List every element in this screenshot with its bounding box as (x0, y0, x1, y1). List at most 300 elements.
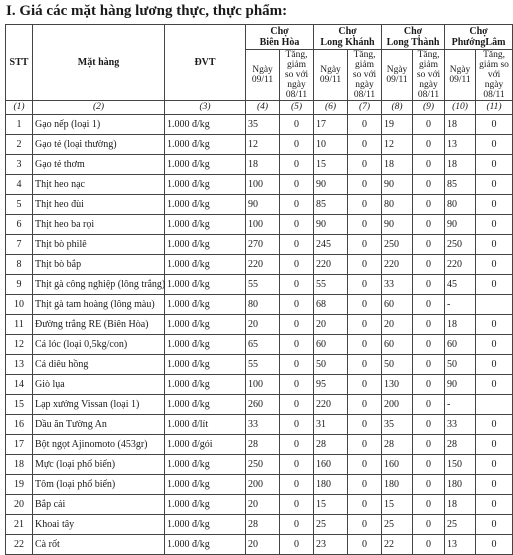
row-change-cell: 0 (280, 415, 314, 435)
row-price-cell: 270 (246, 235, 280, 255)
row-price-cell: 28 (382, 435, 413, 455)
row-price-cell: 20 (246, 535, 280, 555)
row-change-cell: 0 (413, 175, 445, 195)
row-change-cell: 0 (413, 155, 445, 175)
row-change-cell: 0 (413, 295, 445, 315)
row-price-cell: 50 (445, 355, 476, 375)
row-price-cell: 18 (445, 115, 476, 135)
table-row (6, 355, 513, 375)
row-unit: 1.000 đ/kg (165, 335, 246, 355)
table-row (6, 455, 513, 475)
row-change-cell: 0 (413, 415, 445, 435)
row-price-cell: 18 (382, 155, 413, 175)
row-price-cell: 60 (445, 335, 476, 355)
row-price-cell: 33 (382, 275, 413, 295)
column-index: (6) (314, 101, 348, 115)
column-index: (10) (445, 101, 476, 115)
header-item: Mặt hàng (33, 25, 165, 101)
price-table (5, 24, 513, 555)
row-change-cell: 0 (476, 195, 513, 215)
table-row (6, 375, 513, 395)
row-change-cell: 0 (413, 315, 445, 335)
row-price-cell: 95 (314, 375, 348, 395)
row-price-cell: 60 (314, 335, 348, 355)
row-price-cell: 25 (314, 515, 348, 535)
row-price-cell: 100 (246, 215, 280, 235)
row-price-cell: 220 (246, 255, 280, 275)
row-stt: 8 (6, 255, 33, 275)
row-change-cell: 0 (476, 155, 513, 175)
row-price-cell: 100 (246, 375, 280, 395)
row-unit: 1.000 đ/kg (165, 515, 246, 535)
table-row (6, 415, 513, 435)
row-change-cell: 0 (280, 395, 314, 415)
row-stt: 6 (6, 215, 33, 235)
row-change-cell: 0 (413, 375, 445, 395)
row-change-cell: 0 (280, 235, 314, 255)
row-change-cell: 0 (413, 535, 445, 555)
row-change-cell: 0 (413, 495, 445, 515)
row-change-cell: 0 (348, 415, 382, 435)
row-change-cell: 0 (413, 395, 445, 415)
row-price-cell: 50 (314, 355, 348, 375)
row-price-cell: 60 (382, 335, 413, 355)
row-price-cell: 28 (445, 435, 476, 455)
row-unit: 1.000 đ/kg (165, 315, 246, 335)
row-change-cell: 0 (413, 275, 445, 295)
row-change-cell: 0 (348, 175, 382, 195)
row-price-cell: 18 (445, 315, 476, 335)
table-body (6, 115, 513, 555)
row-unit: 1.000 đ/kg (165, 235, 246, 255)
row-change-cell: 0 (280, 175, 314, 195)
row-change-cell: 0 (476, 275, 513, 295)
row-change-cell: 0 (348, 395, 382, 415)
row-change-cell: 0 (413, 335, 445, 355)
header-market-bien-hoa (246, 25, 314, 50)
row-change-cell: 0 (476, 475, 513, 495)
row-item-name: Thịt bò philê (33, 235, 165, 255)
row-change-cell: 0 (280, 295, 314, 315)
row-unit: 1.000 đ/kg (165, 115, 246, 135)
table-row (6, 135, 513, 155)
subheader-change: Tăng, giảm so với ngày 08/11 (476, 50, 513, 101)
row-stt: 2 (6, 135, 33, 155)
row-price-cell: 80 (246, 295, 280, 315)
row-stt: 10 (6, 295, 33, 315)
row-item-name: Thịt heo ba rọi (33, 215, 165, 235)
row-price-cell: 200 (246, 475, 280, 495)
subheader-price: Ngày 09/11 (246, 50, 280, 101)
row-item-name: Mực (loại phổ biến) (33, 455, 165, 475)
row-price-cell: 13 (445, 135, 476, 155)
row-price-cell: 25 (445, 515, 476, 535)
column-index: (9) (413, 101, 445, 115)
row-price-cell: 18 (246, 155, 280, 175)
row-price-cell: 33 (246, 415, 280, 435)
row-change-cell: 0 (280, 195, 314, 215)
row-price-cell: 90 (246, 195, 280, 215)
row-change-cell: 0 (280, 475, 314, 495)
row-price-cell: 90 (314, 215, 348, 235)
table-row (6, 155, 513, 175)
header-unit: ĐVT (165, 25, 246, 101)
table-row (6, 195, 513, 215)
row-price-cell: 10 (314, 135, 348, 155)
row-price-cell: 220 (314, 255, 348, 275)
row-change-cell: 0 (280, 275, 314, 295)
row-change-cell: 0 (280, 495, 314, 515)
row-change-cell: 0 (348, 335, 382, 355)
row-change-cell: 0 (280, 155, 314, 175)
row-item-name: Cá lóc (loại 0,5kg/con) (33, 335, 165, 355)
row-change-cell: 0 (348, 535, 382, 555)
row-stt: 16 (6, 415, 33, 435)
row-change-cell: 0 (348, 195, 382, 215)
row-change-cell: 0 (348, 355, 382, 375)
row-change-cell: 0 (348, 295, 382, 315)
column-index: (3) (165, 101, 246, 115)
row-change-cell: 0 (413, 515, 445, 535)
row-price-cell: 80 (382, 195, 413, 215)
row-change-cell: 0 (348, 515, 382, 535)
row-change-cell: 0 (280, 115, 314, 135)
row-change-cell: 0 (348, 475, 382, 495)
row-change-cell (476, 395, 513, 415)
row-item-name: Thịt heo đùi (33, 195, 165, 215)
section-heading: I. Giá các mặt hàng lương thực, thực phẩm: (6, 3, 288, 19)
row-change-cell: 0 (476, 215, 513, 235)
row-change-cell: 0 (348, 155, 382, 175)
row-change-cell: 0 (476, 235, 513, 255)
row-change-cell: 0 (476, 115, 513, 135)
row-change-cell: 0 (413, 235, 445, 255)
column-index: (1) (6, 101, 33, 115)
row-change-cell: 0 (280, 435, 314, 455)
row-stt: 11 (6, 315, 33, 335)
row-item-name: Gạo tẻ (loại thường) (33, 135, 165, 155)
table-row (6, 215, 513, 235)
row-change-cell: 0 (348, 435, 382, 455)
row-change-cell: 0 (348, 495, 382, 515)
row-price-cell: 50 (382, 355, 413, 375)
row-change-cell: 0 (413, 355, 445, 375)
row-price-cell: 245 (314, 235, 348, 255)
row-stt: 21 (6, 515, 33, 535)
row-change-cell: 0 (413, 135, 445, 155)
row-change-cell: 0 (476, 135, 513, 155)
row-change-cell: 0 (476, 355, 513, 375)
row-price-cell: 65 (246, 335, 280, 355)
row-price-cell: 35 (246, 115, 280, 135)
row-unit: 1.000 đ/kg (165, 295, 246, 315)
row-change-cell: 0 (413, 115, 445, 135)
table-row (6, 315, 513, 335)
table-row (6, 175, 513, 195)
row-item-name: Gạo nếp (loại 1) (33, 115, 165, 135)
row-price-cell: 180 (382, 475, 413, 495)
subheader-price: Ngày 09/11 (382, 50, 413, 101)
market-label-line2: Long Thành (386, 37, 440, 48)
row-price-cell: 55 (246, 355, 280, 375)
row-price-cell: 160 (382, 455, 413, 475)
row-stt: 15 (6, 395, 33, 415)
row-change-cell: 0 (413, 255, 445, 275)
row-item-name: Bột ngọt Ajinomoto (453gr) (33, 435, 165, 455)
row-change-cell: 0 (476, 415, 513, 435)
row-price-cell: 13 (445, 535, 476, 555)
row-price-cell: 12 (246, 135, 280, 155)
row-unit: 1.000 đ/kg (165, 395, 246, 415)
row-item-name: Dầu ăn Tường An (33, 415, 165, 435)
row-price-cell: 68 (314, 295, 348, 315)
header-market-phuong-lam (445, 25, 513, 50)
row-change-cell: 0 (476, 255, 513, 275)
row-change-cell: 0 (348, 275, 382, 295)
row-item-name: Lạp xưởng Vissan (loại 1) (33, 395, 165, 415)
row-unit: 1.000 đ/kg (165, 135, 246, 155)
row-change-cell: 0 (413, 195, 445, 215)
row-price-cell: 90 (382, 175, 413, 195)
row-stt: 7 (6, 235, 33, 255)
row-price-cell: 80 (445, 195, 476, 215)
table-row (6, 115, 513, 135)
row-price-cell: 180 (314, 475, 348, 495)
column-index: (7) (348, 101, 382, 115)
row-price-cell: 220 (382, 255, 413, 275)
row-price-cell: 31 (314, 415, 348, 435)
row-price-cell: 90 (445, 375, 476, 395)
market-label-line2: Long Khánh (320, 37, 375, 48)
row-price-cell: 250 (246, 455, 280, 475)
market-label-line2: PhướngLâm (451, 37, 506, 48)
row-unit: 1.000 đ/kg (165, 495, 246, 515)
row-change-cell: 0 (413, 435, 445, 455)
row-stt: 4 (6, 175, 33, 195)
subheader-change: Tăng, giảm so với ngày 08/11 (413, 50, 445, 101)
row-change-cell: 0 (280, 135, 314, 155)
row-item-name: Bắp cải (33, 495, 165, 515)
row-change-cell: 0 (280, 355, 314, 375)
row-unit: 1.000 đ/kg (165, 275, 246, 295)
column-index: (5) (280, 101, 314, 115)
row-unit: 1.000 đ/kg (165, 475, 246, 495)
row-unit: 1.000 đ/kg (165, 355, 246, 375)
row-change-cell: 0 (476, 315, 513, 335)
row-item-name: Thịt bò bắp (33, 255, 165, 275)
row-unit: 1.000 đ/kg (165, 255, 246, 275)
table-row (6, 255, 513, 275)
market-label-line1: Chợ (270, 26, 289, 37)
row-change-cell (476, 295, 513, 315)
row-price-cell: 150 (445, 455, 476, 475)
subheader-change: Tăng, giảm so với ngày 08/11 (348, 50, 382, 101)
row-price-cell: 85 (314, 195, 348, 215)
row-item-name: Thịt gà tam hoàng (lông màu) (33, 295, 165, 315)
row-price-cell: 22 (382, 535, 413, 555)
row-stt: 17 (6, 435, 33, 455)
row-stt: 13 (6, 355, 33, 375)
subheader-price: Ngày 09/11 (445, 50, 476, 101)
row-item-name: Cà rốt (33, 535, 165, 555)
row-change-cell: 0 (348, 375, 382, 395)
row-change-cell: 0 (476, 175, 513, 195)
column-index: (11) (476, 101, 513, 115)
table-row (6, 515, 513, 535)
table-header (6, 25, 513, 115)
row-item-name: Khoai tây (33, 515, 165, 535)
market-label-line1: Chợ (403, 26, 423, 37)
row-unit: 1.000 đ/kg (165, 175, 246, 195)
column-index: (8) (382, 101, 413, 115)
row-price-cell: 19 (382, 115, 413, 135)
row-change-cell: 0 (280, 335, 314, 355)
row-price-cell: 130 (382, 375, 413, 395)
row-change-cell: 0 (348, 315, 382, 335)
row-change-cell: 0 (280, 455, 314, 475)
row-unit: 1.000 đ/kg (165, 215, 246, 235)
row-change-cell: 0 (348, 115, 382, 135)
row-price-cell: - (445, 395, 476, 415)
row-price-cell: 250 (445, 235, 476, 255)
row-change-cell: 0 (476, 435, 513, 455)
row-change-cell: 0 (280, 315, 314, 335)
subheader-price: Ngày 09/11 (314, 50, 348, 101)
row-stt: 9 (6, 275, 33, 295)
row-price-cell: 90 (445, 215, 476, 235)
table-row (6, 335, 513, 355)
row-price-cell: - (445, 295, 476, 315)
row-change-cell: 0 (413, 455, 445, 475)
row-price-cell: 60 (382, 295, 413, 315)
row-unit: 1.000 đ/kg (165, 195, 246, 215)
row-change-cell: 0 (413, 475, 445, 495)
header-row-index (6, 101, 513, 115)
row-stt: 14 (6, 375, 33, 395)
row-change-cell: 0 (280, 215, 314, 235)
row-stt: 18 (6, 455, 33, 475)
row-price-cell: 200 (382, 395, 413, 415)
row-change-cell: 0 (476, 375, 513, 395)
row-change-cell: 0 (476, 335, 513, 355)
row-price-cell: 28 (246, 435, 280, 455)
row-unit: 1.000 đ/kg (165, 455, 246, 475)
row-change-cell: 0 (280, 375, 314, 395)
row-price-cell: 28 (314, 435, 348, 455)
row-price-cell: 17 (314, 115, 348, 135)
row-price-cell: 18 (445, 495, 476, 515)
header-stt: STT (6, 25, 33, 101)
row-item-name: Thịt gà công nghiệp (lông trắng) (33, 275, 165, 295)
row-stt: 12 (6, 335, 33, 355)
row-price-cell: 12 (382, 135, 413, 155)
row-stt: 19 (6, 475, 33, 495)
row-price-cell: 15 (314, 495, 348, 515)
row-price-cell: 28 (246, 515, 280, 535)
table-row (6, 535, 513, 555)
row-price-cell: 18 (445, 155, 476, 175)
row-price-cell: 90 (382, 215, 413, 235)
row-change-cell: 0 (476, 455, 513, 475)
row-change-cell: 0 (476, 535, 513, 555)
row-change-cell: 0 (280, 255, 314, 275)
header-market-long-khanh (314, 25, 382, 50)
table-row (6, 295, 513, 315)
row-price-cell: 55 (314, 275, 348, 295)
row-unit: 1.000 đ/kg (165, 155, 246, 175)
row-change-cell: 0 (348, 455, 382, 475)
row-price-cell: 85 (445, 175, 476, 195)
row-change-cell: 0 (348, 235, 382, 255)
row-change-cell: 0 (413, 215, 445, 235)
row-stt: 22 (6, 535, 33, 555)
row-price-cell: 160 (314, 455, 348, 475)
row-price-cell: 35 (382, 415, 413, 435)
row-item-name: Gạo tẻ thơm (33, 155, 165, 175)
row-unit: 1.000 đ/gói (165, 435, 246, 455)
row-unit: 1.000 đ/kg (165, 375, 246, 395)
row-price-cell: 15 (314, 155, 348, 175)
table-row (6, 435, 513, 455)
row-item-name: Đường trắng RE (Biên Hòa) (33, 315, 165, 335)
table-row (6, 495, 513, 515)
row-price-cell: 23 (314, 535, 348, 555)
row-change-cell: 0 (280, 535, 314, 555)
table-row (6, 275, 513, 295)
header-market-long-thanh (382, 25, 445, 50)
table-row (6, 235, 513, 255)
row-item-name: Tôm (loại phổ biến) (33, 475, 165, 495)
row-price-cell: 15 (382, 495, 413, 515)
row-stt: 1 (6, 115, 33, 135)
row-change-cell: 0 (280, 515, 314, 535)
row-unit: 1.000 đ/kg (165, 535, 246, 555)
table-row (6, 395, 513, 415)
row-price-cell: 55 (246, 275, 280, 295)
row-price-cell: 33 (445, 415, 476, 435)
header-row-markets (6, 25, 513, 50)
row-item-name: Giò lụa (33, 375, 165, 395)
column-index: (2) (33, 101, 165, 115)
column-index: (4) (246, 101, 280, 115)
row-price-cell: 260 (246, 395, 280, 415)
row-stt: 5 (6, 195, 33, 215)
row-price-cell: 20 (246, 315, 280, 335)
market-label-line1: Chợ (469, 26, 488, 37)
row-price-cell: 180 (445, 475, 476, 495)
row-price-cell: 220 (314, 395, 348, 415)
row-price-cell: 25 (382, 515, 413, 535)
row-change-cell: 0 (476, 495, 513, 515)
row-change-cell: 0 (476, 515, 513, 535)
row-price-cell: 90 (314, 175, 348, 195)
row-price-cell: 250 (382, 235, 413, 255)
table-row (6, 475, 513, 495)
market-label-line2: Biên Hòa (259, 37, 300, 48)
row-stt: 3 (6, 155, 33, 175)
row-unit: 1.000 đ/lít (165, 415, 246, 435)
row-item-name: Cá diêu hồng (33, 355, 165, 375)
row-item-name: Thịt heo nạc (33, 175, 165, 195)
row-price-cell: 20 (314, 315, 348, 335)
subheader-change: Tăng, giảm so với ngày 08/11 (280, 50, 314, 101)
row-price-cell: 100 (246, 175, 280, 195)
row-price-cell: 20 (246, 495, 280, 515)
row-price-cell: 45 (445, 275, 476, 295)
row-change-cell: 0 (348, 135, 382, 155)
row-stt: 20 (6, 495, 33, 515)
row-price-cell: 220 (445, 255, 476, 275)
